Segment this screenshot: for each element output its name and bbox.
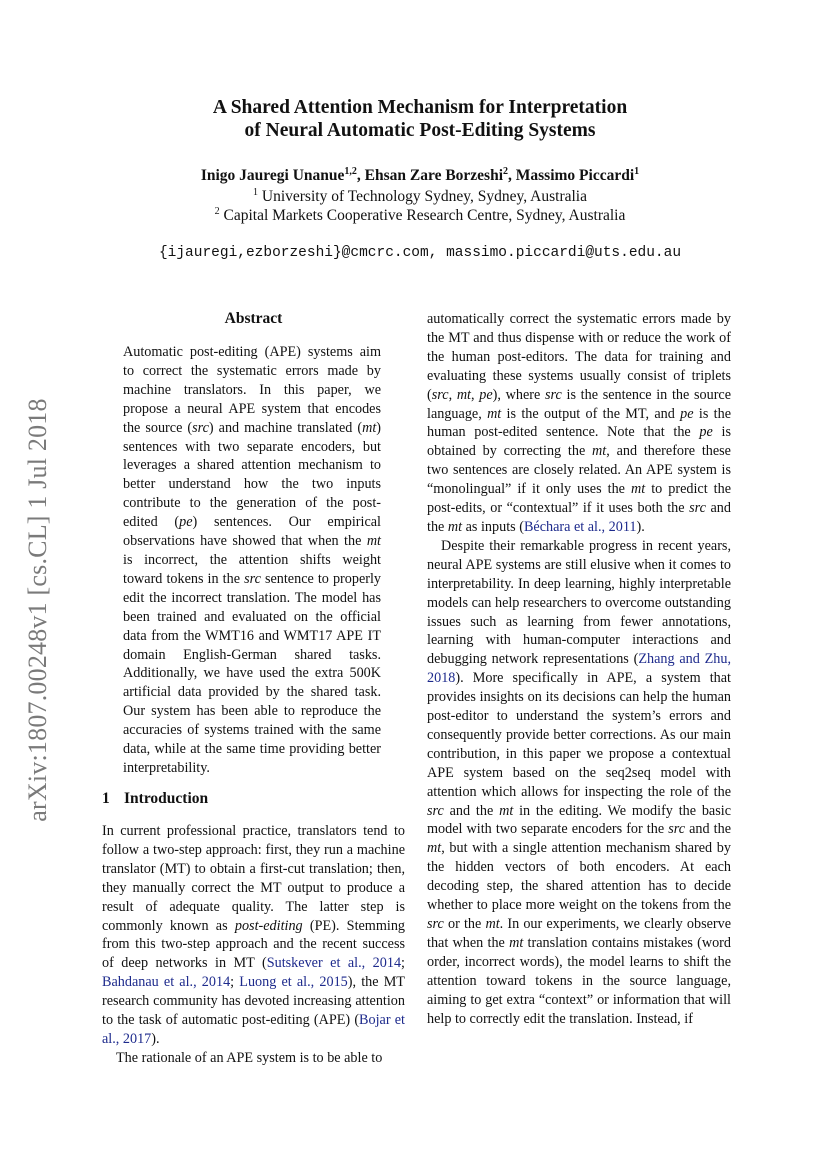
author-list [100, 166, 740, 185]
italic-term: src [244, 570, 261, 587]
italic-term: pe [699, 424, 713, 441]
abstract-paragraph: Automatic post-editing (APE) systems aim to correct the systematic errors made by machine translators. In this paper, we propose a neural APE system that encodes the source (src) and machine translated (mt) sentences with two separate encoders, but leverages a shared attention mechanism to better understand how the two inputs contribute to the generation of the post-edited (pe) sentences. Our empirical observations have showed that when the mt is incorrect, the attention shifts weight toward tokens in the src sentence to properly edit the incorrect translation. The model has been trained and evaluated on the official data from the WMT16 and WMT17 APE IT domain English-German shared tasks. Additionally, we have used the extra 500K artificial data provided by the shared task. Our system has been able to reproduce the accuracies of systems trained with the same data, while at the same time providing better interpretability. [123, 344, 382, 776]
author-separator: , [508, 167, 516, 184]
citation-link[interactable]: Bahdanau et al., 2014 [102, 974, 231, 991]
affiliation-text: Capital Markets Cooperative Research Centre, Sydney, Australia [223, 207, 626, 224]
affiliation-text: University of Technology Sydney, Sydney, Australia [261, 188, 587, 205]
section-heading-introduction [102, 790, 208, 808]
affiliation-1 [100, 187, 740, 206]
italic-term: mt [487, 405, 502, 422]
italic-term: pe [179, 514, 193, 531]
author-name: Ehsan Zare Borzeshi [364, 167, 504, 184]
citation-link[interactable]: Luong et al., 2015 [239, 974, 348, 991]
abstract-body [123, 343, 381, 778]
citation-link[interactable]: Bojar et al., 2017 [102, 1012, 405, 1047]
italic-term: src [689, 500, 706, 517]
author-name: Massimo Piccardi [515, 167, 635, 184]
affiliation-2 [100, 206, 740, 225]
italic-term: mt [592, 443, 607, 460]
italic-term: src [192, 419, 209, 436]
intro-paragraph-2-start: The rationale of an APE system is to be able to [116, 1049, 383, 1066]
intro-paragraph-2-continued: automatically correct the systematic errors made by the MT and thus dispense with or reduce the work of the human post-editors. The data for training and evaluating these systems usually consist of triplets (src, mt, pe), where src is the sentence in the source language, mt is the output of the MT, and pe is the human post-edited sentence. Note that the pe is obtained by correcting the mt, and therefore these two sentences are closely related. An APE system is “monolingual” if it only uses the mt to predict the post-edits, or “contextual” if it uses both the src and the mt as inputs (Béchara et al., 2011). [427, 311, 732, 535]
italic-term: src [427, 916, 444, 932]
italic-term: mt [485, 916, 500, 932]
section-title: Introduction [124, 790, 209, 807]
italic-term: mt [456, 386, 471, 403]
italic-term: pe [680, 405, 694, 422]
arxiv-sidebar-identifier [16, 380, 60, 840]
italic-term: mt [499, 802, 514, 819]
affiliation-mark: 2 [214, 205, 220, 217]
author-affil-mark: 1,2 [344, 165, 357, 177]
italic-term: src [427, 802, 444, 819]
italic-term: post-editing [234, 917, 303, 934]
italic-term: mt [447, 518, 463, 535]
citation-link[interactable]: Béchara et al., 2011 [523, 518, 637, 535]
affiliation-mark: 1 [253, 186, 259, 198]
paper-title-line-2: of Neural Automatic Post-Editing Systems [244, 120, 596, 141]
citation-link[interactable]: Zhang and Zhu, 2018 [427, 651, 731, 687]
italic-term: src [668, 821, 686, 838]
author-emails[interactable]: {ijauregi,ezborzeshi}@cmcrc.com, massimo.piccardi@uts.edu.au [158, 245, 682, 261]
italic-term: mt [630, 481, 646, 498]
italic-term: mt [366, 533, 381, 550]
italic-term: mt [427, 840, 442, 857]
introduction-right-column [427, 310, 731, 1028]
section-number: 1 [102, 790, 110, 807]
intro-paragraph-3: Despite their remarkable progress in recent years, neural APE systems are still elusive when it comes to interpretability. In deep learning, highly interpretable models can help researchers to overcome outstanding issues such as learning from fewer annotations, learning with human-computer interactions and debugging network representations (Zhang and Zhu, 2018). More specifically in APE, a system that provides insights on its decisions can help the human post-editor to understand the system’s errors and consequently provide better corrections. As our main contribution, in this paper we propose a contextual APE system based on the seq2seq model with attention which allows for inspecting the role of the src and the mt in the editing. We modify the basic model with two separate encoders for the src and the mt, but with a single attention mechanism shared by the hidden vectors of both encoders. At each decoding step, the shared attention has to decide whether to place more weight on the tokens from the src or the mt. In our experiments, we clearly observe that when the mt translation contains mistakes (word order, incorrect words), the model learns to shift the attention toward tokens in the source language, aiming to get extra “context” or information that will help to correctly edit the translation. Instead, if [427, 537, 732, 1027]
italic-term: mt [509, 934, 524, 951]
italic-term: src [544, 386, 562, 403]
italic-term: mt [362, 419, 377, 436]
paper-title-line-1: A Shared Attention Mechanism for Interpretation [212, 97, 628, 118]
author-affil-mark: 2 [503, 165, 509, 177]
abstract-heading: Abstract [224, 310, 283, 327]
author-separator: , [356, 167, 365, 184]
italic-term: src [431, 386, 449, 403]
citation-link[interactable]: Sutskever et al., 2014 [266, 955, 402, 972]
author-affil-mark: 1 [634, 165, 640, 177]
author-name: Inigo Jauregi Unanue [200, 167, 345, 184]
italic-term: pe [479, 386, 493, 403]
arxiv-id-text: arXiv:1807.00248v1 [cs.CL] 1 Jul 2018 [23, 398, 52, 822]
intro-paragraph-1: In current professional practice, translators tend to follow a two-step approach: first, they run a machine translator (MT) to obtain a first-cut translation; then, they manually correct the MT output to produce a result of adequate quality. The latter step is commonly known as post-editing (PE). Stemming from this two-step approach and the recent success of deep networks in MT (Sutskever et al., 2014; Bahdanau et al., 2014; Luong et al., 2015), the MT research community has devoted increasing attention to the task of automatic post-editing (APE) (Bojar et al., 2017). [102, 823, 406, 1047]
introduction-left-column [102, 822, 405, 1068]
